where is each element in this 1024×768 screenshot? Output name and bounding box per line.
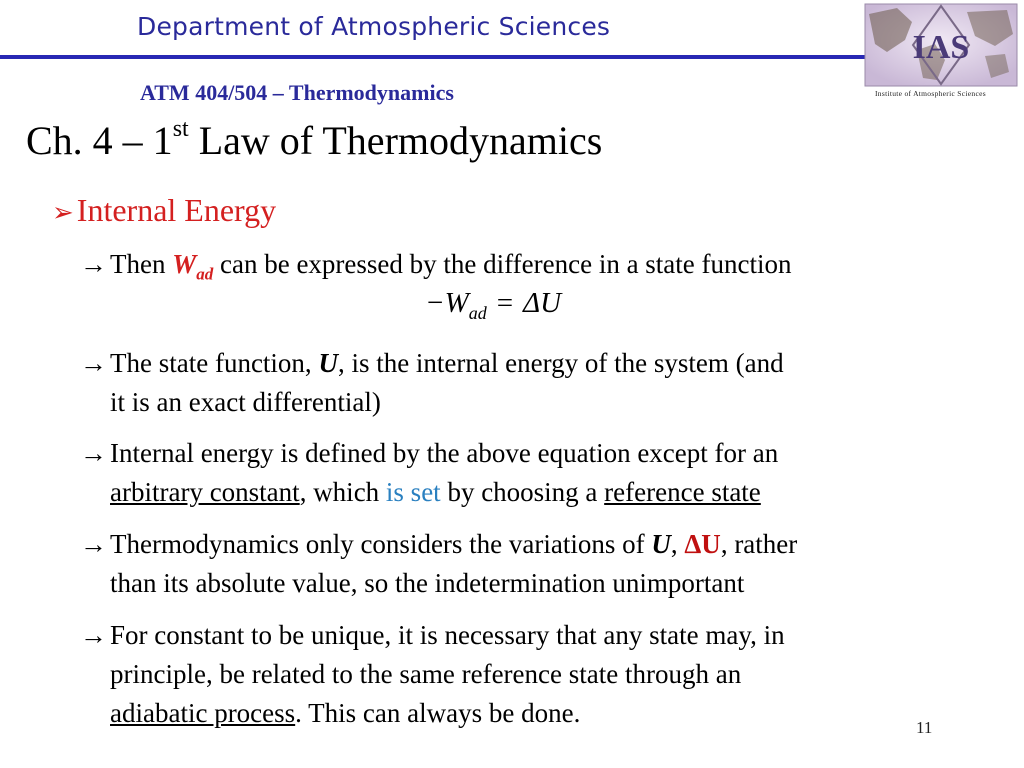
right-arrow-icon: → <box>80 249 107 279</box>
right-arrow-icon: → <box>80 438 107 468</box>
right-arrow-icon: → <box>80 348 107 378</box>
department-name: Department of Atmospheric Sciences <box>137 12 611 41</box>
logo-text: IAS <box>912 29 970 66</box>
course-title: ATM 404/504 – Thermodynamics <box>140 80 454 105</box>
equation: $-W_{ad} = \Delta U$ <box>425 287 562 323</box>
bullet-5: → For constant to be unique, it is necessary that any state may, in principle, be related to the same reference state through an adiabatic process. This can always be done. <box>80 616 785 733</box>
bullet-4: → Thermodynamics only considers the variations of U, ΔU, rather than its absolute value, so the indetermination unimportant <box>80 525 797 603</box>
bullet-2: → The state function, U, is the internal energy of the system (and it is an exact differential) <box>80 344 784 422</box>
bullet-1: → Then $W_{ad}$ can be expressed by the difference in a state function <box>80 245 792 293</box>
right-arrow-icon: → <box>80 620 107 650</box>
logo-caption: Institute of Atmospheric Sciences <box>875 89 986 98</box>
arrow-bullet-icon: ➢ <box>52 198 74 227</box>
page-number: 11 <box>916 718 933 737</box>
section-heading: ➢Internal Energy <box>52 192 277 228</box>
right-arrow-icon: → <box>80 529 107 559</box>
bullet-3: → Internal energy is defined by the above equation except for an arbitrary constant, which is set by choosing a reference state <box>80 434 778 512</box>
slide-title: Ch. 4 – 1st Law of Thermodynamics <box>26 115 603 163</box>
header-rule <box>0 55 870 59</box>
